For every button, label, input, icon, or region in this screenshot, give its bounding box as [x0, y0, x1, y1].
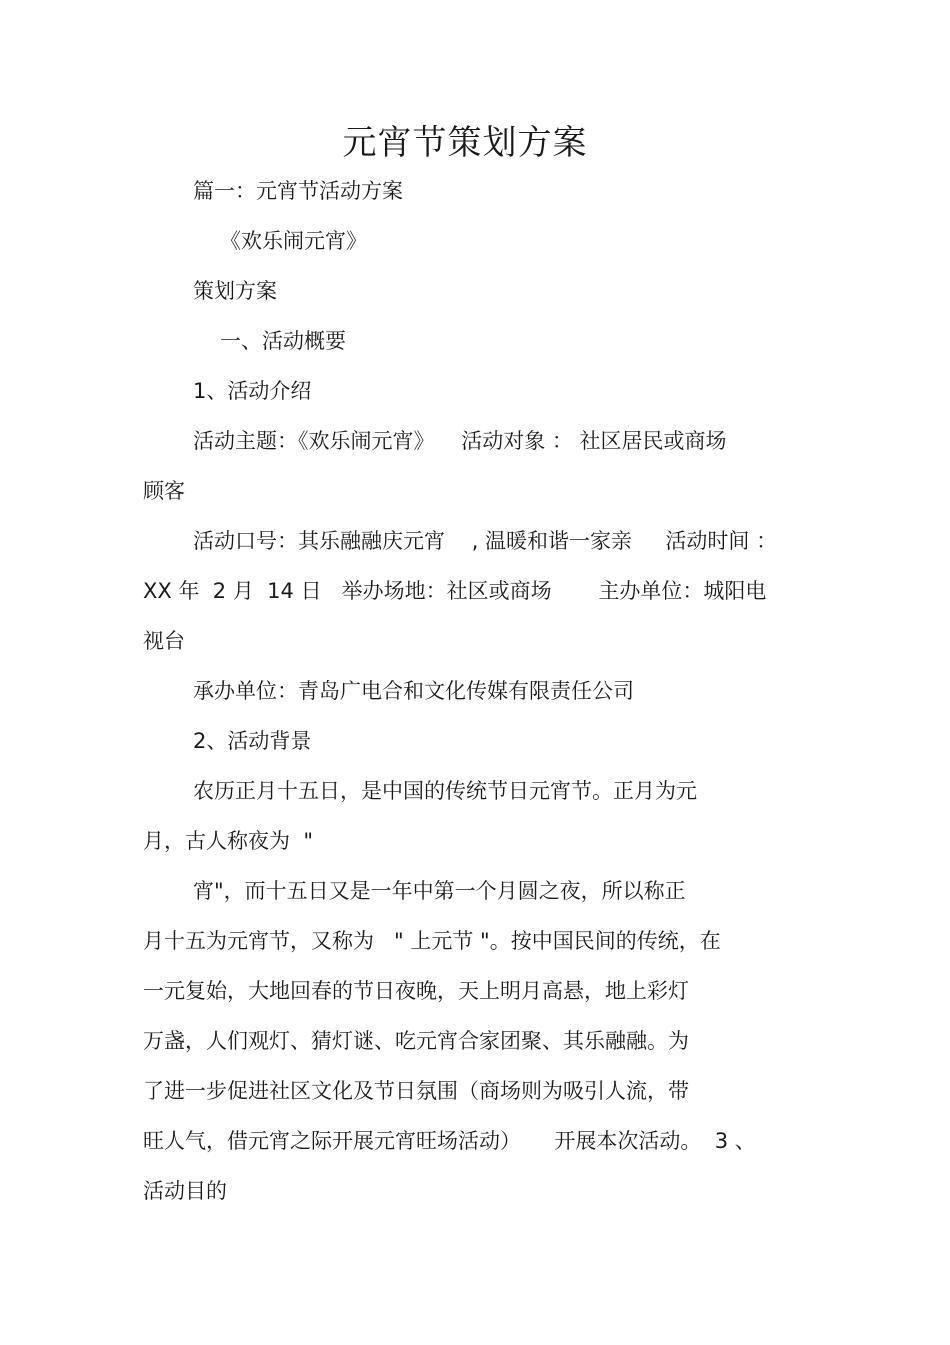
overview-heading: 一、活动概要	[220, 329, 346, 353]
body-text-line: 了进一步促进社区文化及节日氛围（商场则为吸引人流，带	[143, 1079, 689, 1103]
body-text-line: 承办单位：青岛广电合和文化传媒有限责任公司	[193, 679, 634, 703]
plan-heading: 策划方案	[193, 279, 277, 303]
body-text-line: 活动口号：其乐融融庆元宵 , 温暖和谐一家亲 活动时间 ：	[193, 529, 778, 553]
body-text-line: 旺人气，借元宵之际开展元宵旺场活动） 开展本次活动。 3 、	[143, 1129, 756, 1153]
event-name-line: 《欢乐闹元宵》	[220, 229, 367, 253]
section-heading-part-one: 篇一：元宵节活动方案	[193, 179, 403, 203]
body-text-line: 一元复始，大地回春的节日夜晚，天上明月高悬，地上彩灯	[143, 979, 689, 1003]
background-heading: 2、活动背景	[193, 729, 312, 753]
body-text-line: 农历正月十五日，是中国的传统节日元宵节。正月为元	[193, 779, 697, 803]
body-text-line: 月十五为元宵节，又称为 " 上元节 "。按中国民间的传统，在	[143, 929, 721, 953]
body-text-line: 顾客	[143, 479, 185, 503]
body-text-line: 月，古人称夜为 "	[143, 829, 314, 853]
body-text-line: 宵"，而十五日又是一年中第一个月圆之夜，所以称正	[193, 879, 686, 903]
intro-heading: 1、活动介绍	[193, 379, 312, 403]
document-title: 元宵节策划方案	[342, 123, 588, 163]
body-text-line: 视台	[143, 629, 185, 653]
body-text-line: 万盏，人们观灯、猜灯谜、吃元宵合家团聚、其乐融融。为	[143, 1029, 689, 1053]
body-text-line: XX 年 2 月 14 日 举办场地：社区或商场 主办单位：城阳电	[143, 579, 767, 603]
purpose-heading: 活动目的	[143, 1179, 227, 1203]
body-text-line: 活动主题：《欢乐闹元宵》 活动对象 ： 社区居民或商场	[193, 429, 727, 453]
